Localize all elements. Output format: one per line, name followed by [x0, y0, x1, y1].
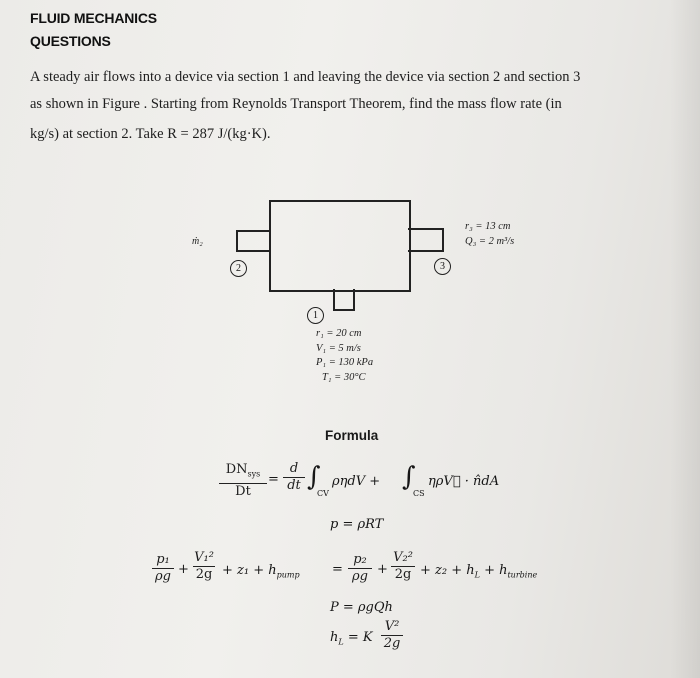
- course-title: FLUID MECHANICS: [30, 10, 157, 26]
- head-loss-den: 2g: [383, 636, 401, 651]
- section-1-radius: r₁ = 20 cm: [316, 328, 362, 339]
- integral-2-body: ηρV⃗ · n̂dA: [428, 474, 500, 489]
- head-loss-h: h: [330, 630, 339, 645]
- rtt-lhs: [219, 463, 267, 499]
- mass-flow-2-label: ṁ₂: [192, 236, 203, 247]
- head-loss-num: V²: [384, 619, 400, 634]
- integral-1-sub: CV: [317, 489, 329, 498]
- outlet-pipe-3: [408, 228, 444, 252]
- energy-rhog-2: ρg: [352, 569, 368, 584]
- energy-rhog-1: ρg: [155, 569, 171, 584]
- energy-plus-turbine: + h: [479, 563, 508, 578]
- energy-v1sq: V₁²: [194, 550, 214, 565]
- energy-p2: p₂: [353, 552, 367, 567]
- section-1-marker: 1: [307, 307, 324, 324]
- section-3-flowrate: Q₃ = 2 m³/s: [465, 236, 515, 247]
- integral-sign-2: ∫: [402, 462, 416, 492]
- integral-2-sub: CS: [413, 489, 425, 498]
- integral-sign-1: ∫: [307, 462, 321, 492]
- energy-2g-2: 2g: [394, 567, 412, 582]
- energy-mid-right: + z₂ + h: [420, 563, 475, 578]
- energy-pump-sub: pump: [276, 570, 300, 580]
- energy-v2sq: V₂²: [393, 550, 413, 565]
- outlet-pipe-2: [236, 230, 270, 252]
- section-3-radius: r₃ = 13 cm: [465, 221, 511, 232]
- rtt-ddt: [283, 462, 305, 493]
- rtt-dt: dt: [287, 478, 301, 493]
- device-body: [269, 200, 411, 292]
- problem-line-2: as shown in Figure . Starting from Reynolds Transport Theorem, find the mass flow rate (in: [30, 96, 562, 112]
- section-3-marker: 3: [434, 258, 451, 275]
- rtt-d: d: [289, 461, 299, 476]
- ideal-gas-law: p = ρRT: [330, 517, 384, 532]
- section-1-pressure: P₁ = 130 kPa: [316, 357, 374, 368]
- energy-2g-1: 2g: [195, 567, 213, 582]
- rtt-lhs-num: DN: [225, 462, 248, 477]
- energy-p1: p₁: [156, 552, 170, 567]
- rtt-lhs-den: Dt: [235, 483, 251, 499]
- power-equation: P = ρgQh: [330, 600, 393, 615]
- head-loss-k: = K: [347, 630, 373, 645]
- energy-mid-left: + z₁ + h: [222, 563, 277, 578]
- inlet-pipe-1: [333, 289, 355, 311]
- section-2-marker: 2: [230, 260, 247, 277]
- head-loss-sub: L: [338, 637, 344, 647]
- energy-turbine-sub: turbine: [507, 570, 538, 580]
- section-title: QUESTIONS: [30, 33, 111, 49]
- rtt-equals: =: [268, 472, 279, 487]
- section-1-temperature: T₁ = 30°C: [322, 372, 366, 383]
- formula-title: Formula: [325, 428, 379, 443]
- rtt-lhs-sub: sys: [247, 469, 261, 479]
- integral-1-body: ρηd𝑉 +: [332, 474, 381, 489]
- page-shadow: [670, 0, 700, 678]
- problem-line-1: A steady air flows into a device via section 1 and leaving the device via section 2 and section 3: [30, 69, 581, 85]
- problem-line-3: kg/s) at section 2. Take R = 287 J/(kg·K).: [30, 126, 271, 142]
- section-1-velocity: V₁ = 5 m/s: [316, 343, 361, 354]
- energy-hl-sub: L: [474, 570, 480, 580]
